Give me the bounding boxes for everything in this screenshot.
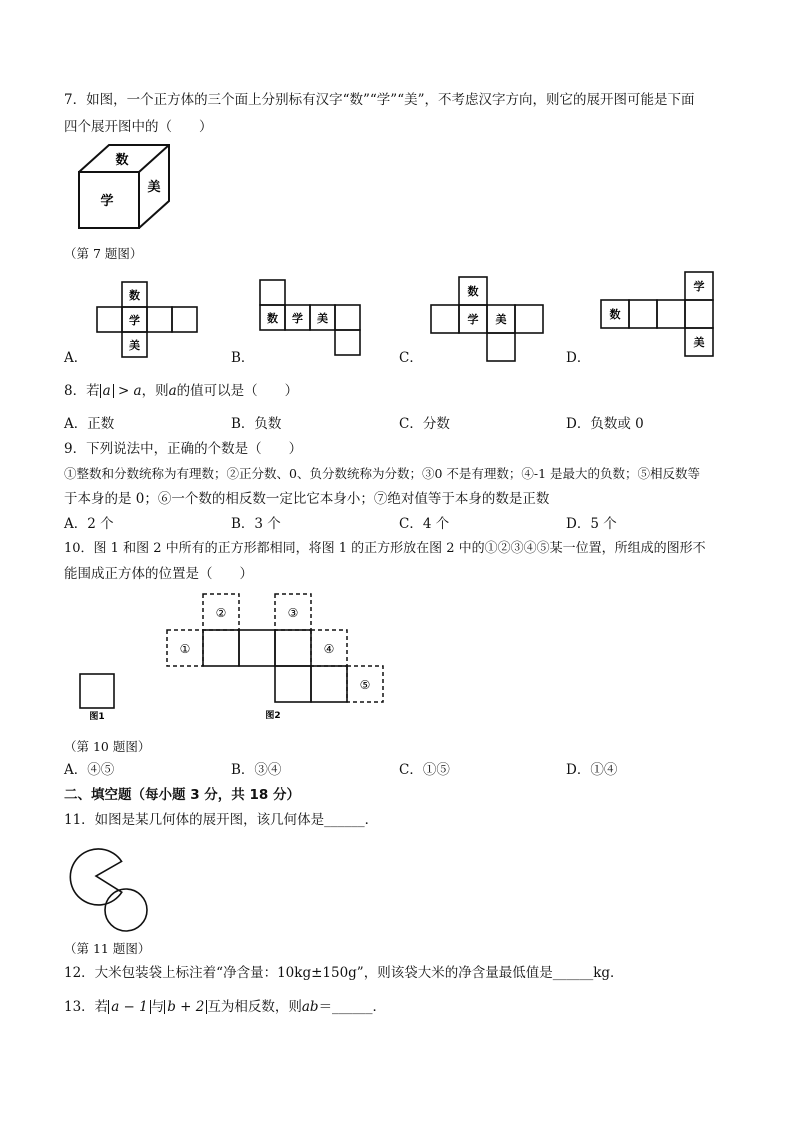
fig2-label: 图2 (265, 711, 281, 721)
q7-option-d-label: D． (566, 350, 591, 366)
q7-cube-figure (76, 142, 172, 232)
cube-right-label: 美 (147, 180, 161, 195)
svg-text:美: 美 (317, 312, 328, 325)
q8-option-c: C．分数 (399, 416, 450, 432)
q7-net-d (599, 270, 719, 362)
svg-text:学: 学 (467, 313, 479, 326)
cube-front-label: 学 (100, 194, 114, 209)
svg-text:数: 数 (267, 312, 278, 325)
q7-caption: （第 7 题图） (64, 246, 143, 261)
svg-text:学: 学 (292, 312, 303, 325)
base-circle (105, 889, 147, 931)
q9-stem: 9．下列说法中，正确的个数是（ ） (64, 441, 303, 457)
q10-option-d: D．①④ (566, 762, 618, 778)
svg-text:⑤: ⑤ (359, 678, 371, 692)
q7-net-b (258, 279, 368, 359)
q8-option-d: D．负数或 0 (566, 416, 644, 432)
svg-text:数: 数 (609, 308, 621, 321)
q10-option-a: A．④⑤ (64, 762, 115, 778)
svg-text:数: 数 (129, 289, 140, 302)
q10-caption: （第 10 题图） (64, 739, 151, 754)
q8-option-a: A．正数 (64, 416, 115, 432)
cube-top-label: 数 (115, 153, 129, 168)
q7-option-c-label: C． (399, 350, 423, 366)
svg-text:④: ④ (323, 642, 335, 656)
q9-option-c: C．4 个 (399, 516, 450, 532)
q8-option-b: B．负数 (231, 416, 282, 432)
q7-net-a (96, 280, 206, 360)
sector-shape (70, 849, 121, 905)
q7-option-b-label: B． (231, 350, 255, 366)
svg-text:学: 学 (129, 314, 140, 327)
q13-stem: 13．若 a − 1 与 b + 2 互为相反数，则ab＝______． (64, 999, 387, 1015)
q9-option-b: B．3 个 (231, 516, 281, 532)
q9-statements-line2: 于本身的是 0；⑥一个数的相反数一定比它本身小；⑦绝对值等于本身的数是正数 (64, 491, 550, 507)
q7-text-line2: 四个展开图中的（ ） (64, 119, 213, 135)
svg-text:美: 美 (495, 313, 507, 326)
q11-caption: （第 11 题图） (64, 941, 151, 956)
svg-text:②: ② (215, 606, 227, 620)
q10-figure (74, 590, 394, 725)
q8-stem: 8．若 a > a，则a的值可以是（ ） (64, 383, 299, 399)
q7-text-line1: 7．如图，一个正方体的三个面上分别标有汉字“数”“学”“美”，不考虑汉字方向，则它的展开图可能是下面 (64, 92, 695, 108)
q11-stem: 11．如图是某几何体的展开图，该几何体是______． (64, 812, 379, 828)
svg-text:美: 美 (129, 339, 140, 352)
section-title-fill-in: 二、填空题（每小题 3 分，共 18 分） (64, 787, 300, 803)
svg-text:学: 学 (693, 280, 705, 293)
svg-text:数: 数 (467, 285, 479, 298)
svg-text:①: ① (179, 642, 191, 656)
fig1-label: 图1 (89, 712, 105, 722)
q11-cone-net-figure (66, 834, 156, 934)
q9-option-a: A．2 个 (64, 516, 114, 532)
q7-option-a-label: A． (64, 350, 88, 366)
q9-option-d: D．5 个 (566, 516, 617, 532)
q7-net-c (430, 275, 550, 363)
fig1-square (80, 674, 114, 708)
q10-stem-line2: 能围成正方体的位置是（ ） (64, 566, 253, 582)
svg-text:美: 美 (693, 336, 705, 349)
q10-option-c: C．①⑤ (399, 762, 450, 778)
q9-statements-line1: ①整数和分数统称为有理数；②正分数、0、负分数统称为分数；③0 不是有理数；④-1 是最大的负数；⑤相反数等 (64, 466, 701, 481)
q12-stem: 12．大米包装袋上标注着“净含量：10kg±150g”，则该袋大米的净含量最低值是______kg． (64, 965, 624, 981)
q10-option-b: B．③④ (231, 762, 282, 778)
svg-text:③: ③ (287, 606, 299, 620)
q10-stem-line1: 10．图 1 和图 2 中所有的正方形都相同，将图 1 的正方形放在图 2 中的①②③④⑤某一位置，所组成的图形不 (64, 541, 706, 556)
